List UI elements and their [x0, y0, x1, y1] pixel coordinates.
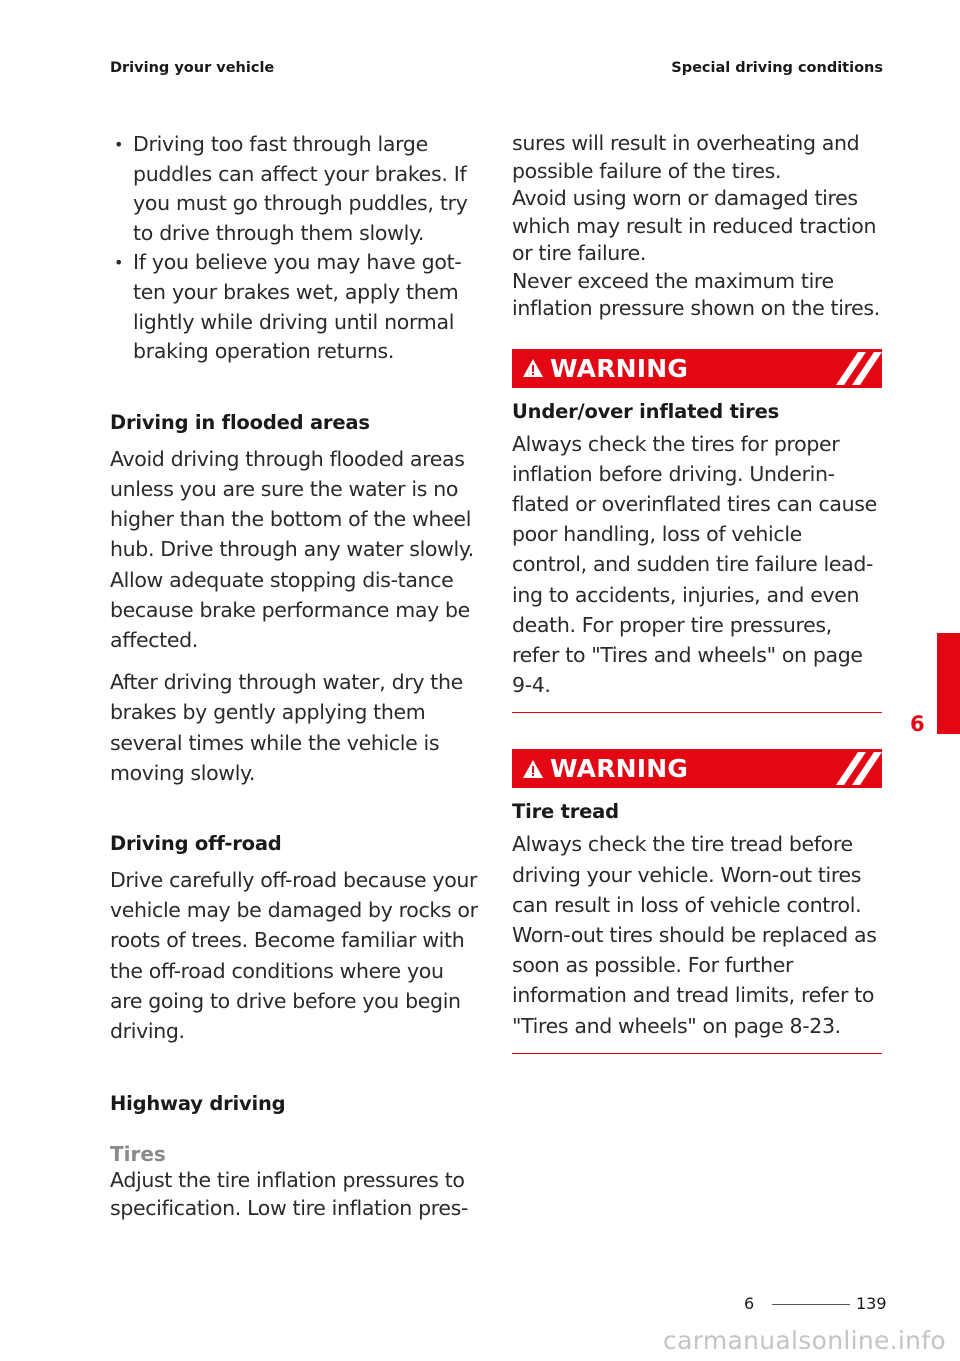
warning-label: WARNING — [550, 754, 689, 784]
warning-label: WARNING — [550, 353, 689, 383]
chapter-tab-number: 6 — [910, 712, 925, 736]
left-column — [110, 130, 478, 1222]
warning-divider — [512, 1053, 882, 1054]
warning-triangle-icon — [522, 357, 544, 379]
paragraph: Avoid driving through flooded areas unless you are sure the water is no higher than the bottom of the wheel hub. Drive through any water slowly. Allow adequate stopping dis-tance because brake performance may be affected. — [110, 446, 474, 652]
paragraph: Avoid using worn or damaged tires which may result in reduced traction or tire failure. — [512, 186, 877, 265]
warning-title: Under/over inflated tires — [512, 399, 780, 423]
running-header-left: Driving your vehicle — [110, 60, 275, 76]
warning-triangle-icon — [522, 758, 544, 780]
warning-banner — [512, 349, 882, 388]
subheading-tires: Tires — [110, 1142, 166, 1167]
paragraph: Never exceed the maximum tire inflation pressure shown on the tires. — [512, 268, 880, 320]
watermark: carmanualsonline.info — [663, 1326, 946, 1355]
section-heading-flooded: Driving in flooded areas — [110, 410, 370, 434]
warning-body: Always check the tire tread before driving your vehicle. Worn-out tires can result in loss of vehicle control. Worn-out tires should be replaced as soon as possible. For further information and tread limits, refer to "Tires and wheels" on page 8-23. — [512, 832, 877, 1038]
warning-body: Always check the tires for proper inflation before driving. Underin-flated or overinflated tires can cause poor handling, loss of vehicle control, and sudden tire failure lead-ing to accidents, injuries, and even death. For proper tire pressures, refer to "Tires and wheels" on page 9-4. — [512, 431, 877, 698]
warning-banner — [512, 749, 882, 788]
section-heading-highway: Highway driving — [110, 1092, 286, 1116]
section-heading-offroad: Driving off-road — [110, 831, 282, 855]
stripe-decoration-icon — [822, 749, 882, 788]
bullet-item: • If you believe you may have got-ten your brakes wet, apply them lightly while driving until normal braking operation returns. — [110, 248, 478, 366]
paragraph: After driving through water, dry the brakes by gently applying them several times while the vehicle is moving slowly. — [110, 670, 463, 785]
right-column — [512, 130, 882, 1054]
bullet-item: • Driving too fast through large puddles can affect your brakes. If you must go through puddles, try to drive through them slowly. — [110, 130, 478, 248]
footer-divider — [772, 1304, 850, 1305]
paragraph: Drive carefully off-road because your vehicle may be damaged by rocks or roots of trees. Become familiar with the off-road conditions where you are going to drive before you begin driving. — [110, 867, 478, 1043]
footer-chapter: 6 — [744, 1294, 755, 1313]
warning-title: Tire tread — [512, 800, 619, 824]
running-header-right: Special driving conditions — [671, 60, 883, 76]
paragraph: Adjust the tire inflation pressures to specification. Low tire inflation pres- — [110, 1168, 469, 1220]
chapter-tab — [937, 633, 960, 734]
page-number: 139 — [856, 1294, 887, 1313]
stripe-decoration-icon — [822, 349, 882, 388]
paragraph: sures will result in overheating and possible failure of the tires. — [512, 131, 860, 183]
bullet-list — [110, 130, 478, 367]
warning-divider — [512, 712, 882, 713]
